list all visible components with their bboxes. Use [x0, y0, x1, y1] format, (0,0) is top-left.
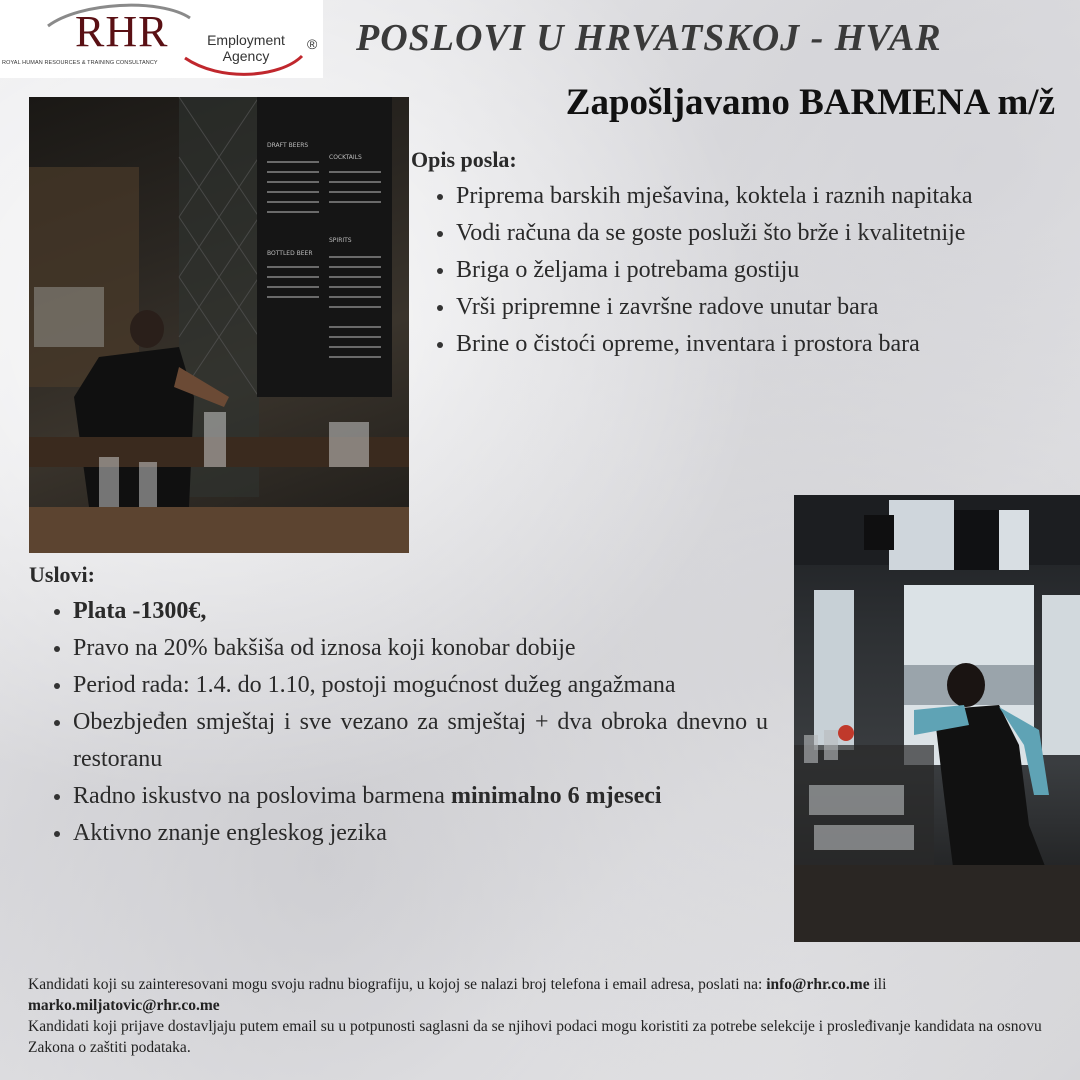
- application-footer: [28, 974, 1068, 1058]
- logo-agency-line2: Agency: [222, 48, 270, 64]
- job-subtitle: Zapošljavamo BARMENA m/ž: [565, 82, 1055, 123]
- email-link-marko[interactable]: marko.miljatovic@rhr.co.me: [28, 997, 220, 1014]
- application-text: Kandidati koji su zainteresovani mogu svoju radnu biografiju, u kojoj se nalazi broj telefona i email adresa, poslati na:: [28, 976, 767, 993]
- tips-item: Pravo na 20% bakšiša od iznosa koji konobar dobije: [46, 630, 768, 667]
- email-link-info[interactable]: info@rhr.co.me: [766, 976, 870, 993]
- job-description-heading: Opis posla:: [411, 147, 517, 172]
- list-item: Brine o čistoći opreme, inventara i prostora bara: [429, 326, 1029, 363]
- logo-agency-text: [200, 32, 292, 64]
- conditions-list: [46, 593, 768, 852]
- bar-photo-bartender: [794, 495, 1080, 942]
- menu-board-draft-beers: DRAFT BEERS: [267, 142, 309, 149]
- list-item: Priprema barskih mješavina, koktela i raznih napitaka: [429, 178, 1029, 215]
- menu-board-spirits: SPIRITS: [329, 237, 352, 244]
- list-item: Vodi računa da se goste posluži što brže i kvalitetnije: [429, 215, 1029, 252]
- registered-mark: ®: [307, 36, 318, 52]
- logo-tagline: ROYAL HUMAN RESOURCES & TRAINING CONSULTANCY: [2, 60, 158, 66]
- accommodation-item: Obezbjeđen smještaj i sve vezano za smještaj + dva obroka dnevno u restoranu: [46, 704, 768, 778]
- work-period-item: Period rada: 1.4. do 1.10, postoji mogućnost dužeg angažmana: [46, 667, 768, 704]
- salary-item: Plata -1300€,: [46, 593, 768, 630]
- data-consent-text: Kandidati koji prijave dostavljaju putem email su u potpunosti saglasni da se njihovi podaci mogu koristiti za potrebe selekcije i prosleđivanje kandidata na osnovu Zakona o zaštiti podataka.: [28, 1018, 1042, 1056]
- bar-photo-menu-board: [29, 97, 409, 553]
- language-item: Aktivno znanje engleskog jezika: [46, 815, 768, 852]
- logo-mark: RHR: [75, 7, 169, 56]
- logo-agency-line1: Employment: [207, 32, 285, 48]
- application-instructions: [28, 974, 1068, 1016]
- experience-minimum: minimalno 6 mjeseci: [450, 783, 662, 809]
- job-description-list: [429, 178, 1029, 363]
- application-or: ili: [869, 976, 887, 993]
- company-logo: [0, 0, 323, 78]
- menu-board-cocktails: COCKTAILS: [329, 154, 362, 161]
- experience-item: [46, 778, 768, 815]
- list-item: Briga o željama i potrebama gostiju: [429, 252, 1029, 289]
- conditions-heading: Uslovi:: [29, 562, 95, 587]
- list-item: Vrši pripremne i završne radove unutar bara: [429, 289, 1029, 326]
- menu-board-bottled-beer: BOTTLED BEER: [267, 250, 313, 257]
- page-title: POSLOVI U HRVATSKOJ - HVAR: [356, 17, 942, 59]
- experience-text: Radno iskustvo na poslovima barmena: [73, 783, 451, 809]
